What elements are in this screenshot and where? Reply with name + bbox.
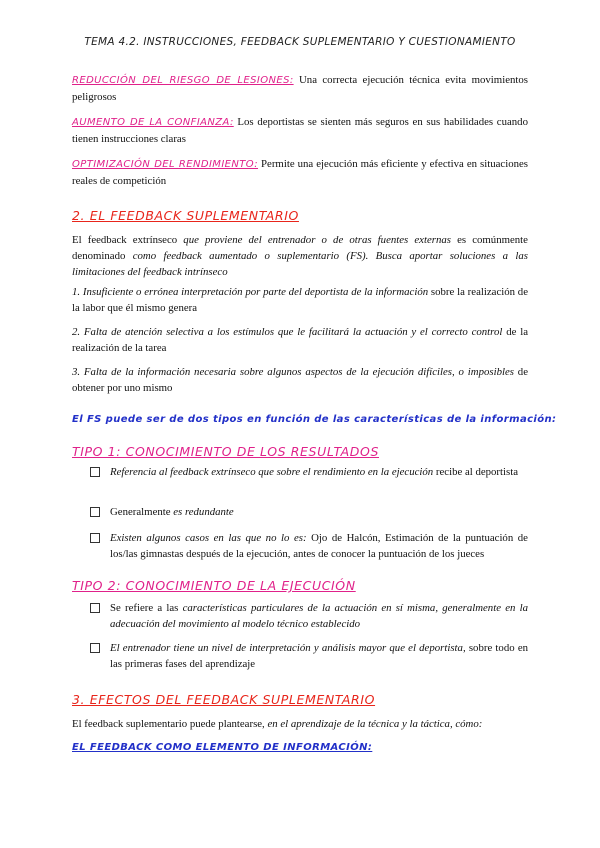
intro-heading: AUMENTO DE LA CONFIANZA:	[72, 117, 234, 128]
intro-item-performance	[72, 156, 528, 189]
intro-item-injury	[72, 72, 528, 105]
text-italic: características particulares de la actuación en sí misma, generalmente en la adecuación del movimiento al modelo técnico establecido	[110, 602, 528, 630]
tipo1-heading: TIPO 1: CONOCIMIENTO DE LOS RESULTADOS	[72, 444, 379, 459]
text-italic: es redundante	[173, 506, 234, 518]
text: es comúnmente denominado	[72, 234, 528, 262]
intro-heading: OPTIMIZACIÓN DEL RENDIMIENTO:	[72, 159, 259, 170]
text: Generalmente	[110, 506, 174, 518]
checkbox-icon	[90, 603, 100, 613]
section-heading-2: 2. EL FEEDBACK SUPLEMENTARIO	[72, 208, 299, 223]
text: recibe al deportista	[433, 466, 519, 478]
section-heading-3: 3. EFECTOS DEL FEEDBACK SUPLEMENTARIO	[72, 692, 376, 707]
checkbox-icon	[90, 643, 100, 653]
tipo2-heading: TIPO 2: CONOCIMIENTO DE LA EJECUCIÓN	[72, 578, 356, 593]
section3-paragraph	[72, 716, 528, 732]
intro-text: Los deportistas se sienten más seguros en sus habilidades cuando tienen instrucciones claras	[72, 116, 528, 145]
text-italic: que proviene del entrenador o de otras fuentes externas	[183, 234, 451, 246]
text-italic: 1. Insuficiente o errónea interpretación por parte del deportista de la información	[72, 286, 429, 298]
text: Se refiere a las	[110, 602, 183, 614]
text-italic: como feedback aumentado o suplementario (FS). Busca aportar soluciones a las limitaciones del feedback intrínseco	[72, 250, 528, 278]
checkbox-item	[90, 530, 528, 562]
checkbox-icon	[90, 507, 100, 517]
text-italic: El entrenador tiene un nivel de interpretación y análisis mayor que el deportista,	[110, 642, 466, 654]
text-italic: 2. Falta de atención selectiva a los estímulos que le facilitará la actuación y el correcto control	[72, 326, 503, 338]
checkbox-icon	[90, 467, 100, 477]
fs-types-line: El FS puede ser de dos tipos en función de las características de la información:	[72, 414, 557, 425]
intro-item-confidence	[72, 114, 528, 147]
intro-text: Permite una ejecución más eficiente y efectiva en situaciones reales de competición	[72, 158, 528, 187]
text: de la realización de la tarea	[72, 326, 528, 354]
intro-heading: REDUCCIÓN DEL RIESGO DE LESIONES:	[72, 75, 294, 86]
checkbox-item	[90, 600, 528, 632]
text-italic: 3. Falta de la información necesaria sobre algunos aspectos de la ejecución difíciles, o imposibles	[72, 366, 514, 378]
text-italic: en el aprendizaje de la técnica y la táctica, cómo:	[267, 718, 483, 730]
checkbox-item	[90, 640, 528, 672]
text-italic: Referencia al feedback extrínseco que sobre el rendimiento en la ejecución	[110, 466, 434, 478]
checkbox-icon	[90, 533, 100, 543]
limitation-1	[72, 284, 528, 316]
limitation-2	[72, 324, 528, 356]
text: El feedback extrínseco	[72, 234, 184, 246]
text: Ojo de Halcón, Estimación de la puntuación de los/las gimnastas después de la ejecución, antes de conocer la puntuación de los jueces	[110, 532, 528, 560]
text-italic: Existen algunos casos en las que no lo es:	[110, 532, 307, 544]
text: El feedback suplementario puede plantearse,	[72, 718, 268, 730]
section3-subheading: EL FEEDBACK COMO ELEMENTO DE INFORMACIÓN:	[72, 742, 373, 753]
text: sobre la realización de la labor que él mismo genera	[72, 286, 528, 314]
checkbox-item	[90, 464, 528, 480]
intro-text: Una correcta ejecución técnica evita movimientos peligrosos	[72, 74, 528, 103]
page-title: TEMA 4.2. INSTRUCCIONES, FEEDBACK SUPLEMENTARIO Y CUESTIONAMIENTO	[84, 36, 516, 48]
section2-paragraph	[72, 232, 528, 280]
checkbox-item	[90, 504, 528, 520]
text: sobre todo en las primeras fases del aprendizaje	[110, 642, 529, 670]
limitation-3	[72, 364, 528, 396]
text: de obtener por uno mismo	[72, 366, 528, 394]
